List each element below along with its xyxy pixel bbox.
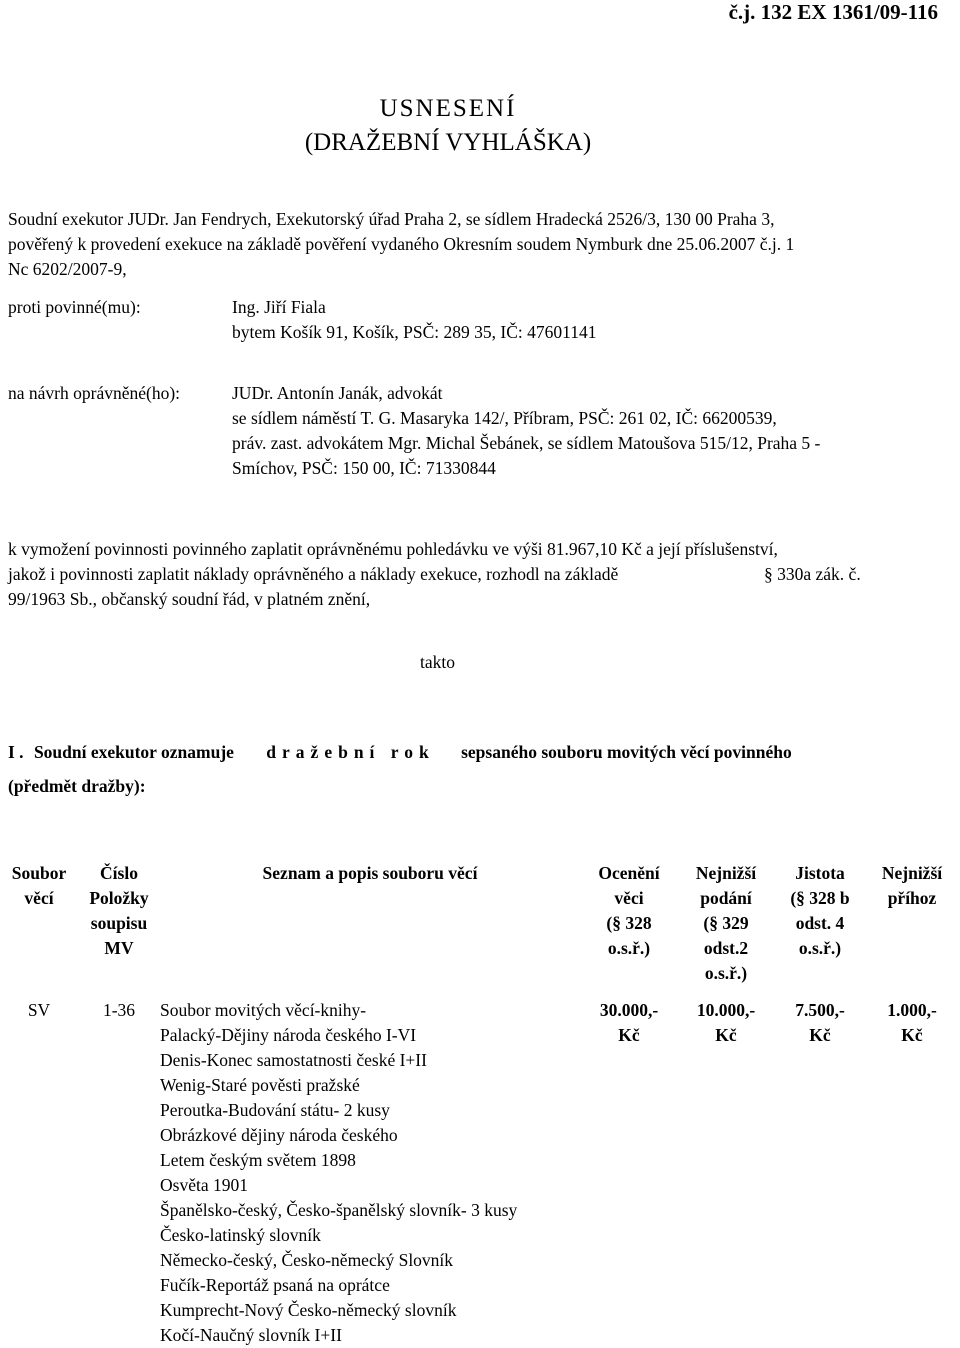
- value-currency: Kč: [715, 1025, 737, 1045]
- cell-nejnizsi-podani: [678, 986, 774, 1348]
- value-amount: 1.000,-: [887, 1000, 937, 1020]
- value-currency: Kč: [901, 1025, 923, 1045]
- items-table: [0, 859, 958, 1348]
- document-subtitle: (DRAŽEBNÍ VYHLÁŠKA): [304, 129, 592, 156]
- takto-label: takto: [420, 652, 455, 672]
- intro-line: Soudní exekutor JUDr. Jan Fendrych, Exekutorský úřad Praha 2, se sídlem Hradecká 2526/3, 130 00 Praha 3,: [8, 209, 775, 229]
- header-text: Seznam a popis souboru věcí: [262, 863, 478, 883]
- creditor-details: [232, 381, 820, 481]
- header-nejnizsi-prihoz: [866, 859, 958, 986]
- header-text: Ocenění: [598, 863, 660, 883]
- header-text: věci: [614, 888, 644, 908]
- item-line: Denis-Konec samostatnosti české I+II: [160, 1050, 427, 1070]
- header-text: (§ 328: [606, 913, 652, 933]
- header-seznam: [160, 859, 580, 986]
- obligor-name: Ing. Jiří Fiala: [232, 297, 326, 317]
- purpose-text: jakož i povinnosti zaplatit náklady oprávněného a náklady exekuce, rozhodl na základě: [8, 564, 619, 584]
- header-text: příhoz: [887, 888, 937, 908]
- section-1-subject: (předmět dražby):: [8, 776, 146, 796]
- case-number: č.j. 132 EX 1361/09-116: [728, 0, 938, 24]
- section-text-continued: sepsaného souboru movitých věcí povinného: [461, 742, 792, 762]
- header-text: Nejnižší: [695, 863, 757, 883]
- intro-paragraph: [8, 207, 898, 282]
- item-line: Peroutka-Budování státu- 2 kusy: [160, 1100, 390, 1120]
- header-soubor: [0, 859, 78, 986]
- item-line: Kumprecht-Nový Česko-německý slovník: [160, 1300, 457, 1320]
- section-text: Soudní exekutor oznamuje: [33, 742, 234, 762]
- auction-term: dražební rok: [266, 742, 435, 762]
- creditor-line: se sídlem náměstí T. G. Masaryka 142/, Příbram, PSČ: 261 02, IČ: 66200539,: [232, 408, 777, 428]
- creditor-line: práv. zast. advokátem Mgr. Michal Šebánek, se sídlem Matoušova 515/12, Praha 5 -: [232, 433, 821, 453]
- section-reference: § 330a zák. č.: [764, 564, 861, 584]
- item-line: Obrázkové dějiny národa českého: [160, 1125, 398, 1145]
- table-row: [0, 986, 958, 1348]
- item-line: Letem českým světem 1898: [160, 1150, 356, 1170]
- purpose-line: [8, 562, 894, 587]
- header-oceneni: [580, 859, 678, 986]
- header-text: odst. 4: [795, 913, 845, 933]
- value-currency: Kč: [809, 1025, 831, 1045]
- header-text: Soubor: [11, 863, 67, 883]
- obligor-address: bytem Košík 91, Košík, PSČ: 289 35, IČ: 47601141: [232, 322, 597, 342]
- value-amount: 30.000,-: [599, 1000, 659, 1020]
- header-nejnizsi-podani: [678, 859, 774, 986]
- header-text: věcí: [24, 888, 54, 908]
- header-text: (§ 328 b: [790, 888, 850, 908]
- header-text: (§ 329: [703, 913, 749, 933]
- item-line: Palacký-Dějiny národa českého I-VI: [160, 1025, 417, 1045]
- purpose-paragraph: [8, 537, 894, 612]
- header-text: Položky: [89, 888, 149, 908]
- purpose-line: 99/1963 Sb., občanský soudní řád, v platném znění,: [8, 589, 371, 609]
- header-cislo: [78, 859, 160, 986]
- header-text: odst.2: [703, 938, 749, 958]
- value-amount: 7.500,-: [795, 1000, 845, 1020]
- header-text: podání: [700, 888, 752, 908]
- header-text: Jistota: [795, 863, 845, 883]
- cell-nejnizsi-prihoz: [866, 986, 958, 1348]
- header-text: soupisu: [90, 913, 148, 933]
- creditor-line: JUDr. Antonín Janák, advokát: [232, 383, 443, 403]
- section-number: I .: [8, 742, 24, 762]
- item-line: Soubor movitých věcí-knihy-: [160, 1000, 367, 1020]
- item-line: Wenig-Staré pověsti pražské: [160, 1075, 360, 1095]
- item-line: Kočí-Naučný slovník I+II: [160, 1325, 342, 1345]
- header-text: o.s.ř.): [798, 938, 842, 958]
- item-line: Španělsko-český, Česko-španělský slovník- 3 kusy: [160, 1200, 518, 1220]
- item-line: Německo-český, Česko-německý Slovník: [160, 1250, 454, 1270]
- cell-soubor: SV: [27, 1000, 51, 1020]
- obligor-details: [232, 295, 596, 345]
- creditor-line: Smíchov, PSČ: 150 00, IČ: 71330844: [232, 458, 496, 478]
- cell-cislo: 1-36: [102, 1000, 136, 1020]
- item-line: Fučík-Reportáž psaná na oprátce: [160, 1275, 390, 1295]
- table-header-row: [0, 859, 958, 986]
- cell-oceneni: [580, 986, 678, 1348]
- header-jistota: [774, 859, 866, 986]
- header-text: o.s.ř.): [704, 963, 748, 983]
- cell-seznam: [160, 986, 580, 1348]
- creditor-label: na návrh oprávněné(ho):: [8, 383, 181, 403]
- cell-jistota: [774, 986, 866, 1348]
- document-title: USNESENÍ: [379, 95, 517, 122]
- value-amount: 10.000,-: [696, 1000, 756, 1020]
- item-line: Česko-latinský slovník: [160, 1225, 321, 1245]
- header-text: Číslo: [100, 863, 138, 883]
- header-text: Nejnižší: [881, 863, 943, 883]
- header-text: o.s.ř.): [607, 938, 651, 958]
- intro-line: pověřený k provedení exekuce na základě pověření vydaného Okresním soudem Nymburk dne 25.06.2007 č.j. 1: [8, 234, 795, 254]
- section-1-heading: [8, 740, 792, 765]
- intro-line: Nc 6202/2007-9,: [8, 259, 127, 279]
- purpose-line: k vymožení povinnosti povinného zaplatit oprávněnému pohledávku ve výši 81.967,10 Kč a její příslušenství,: [8, 539, 778, 559]
- item-line: Osvěta 1901: [160, 1175, 248, 1195]
- obligor-label: proti povinné(mu):: [8, 297, 141, 317]
- header-text: MV: [104, 938, 134, 958]
- value-currency: Kč: [618, 1025, 640, 1045]
